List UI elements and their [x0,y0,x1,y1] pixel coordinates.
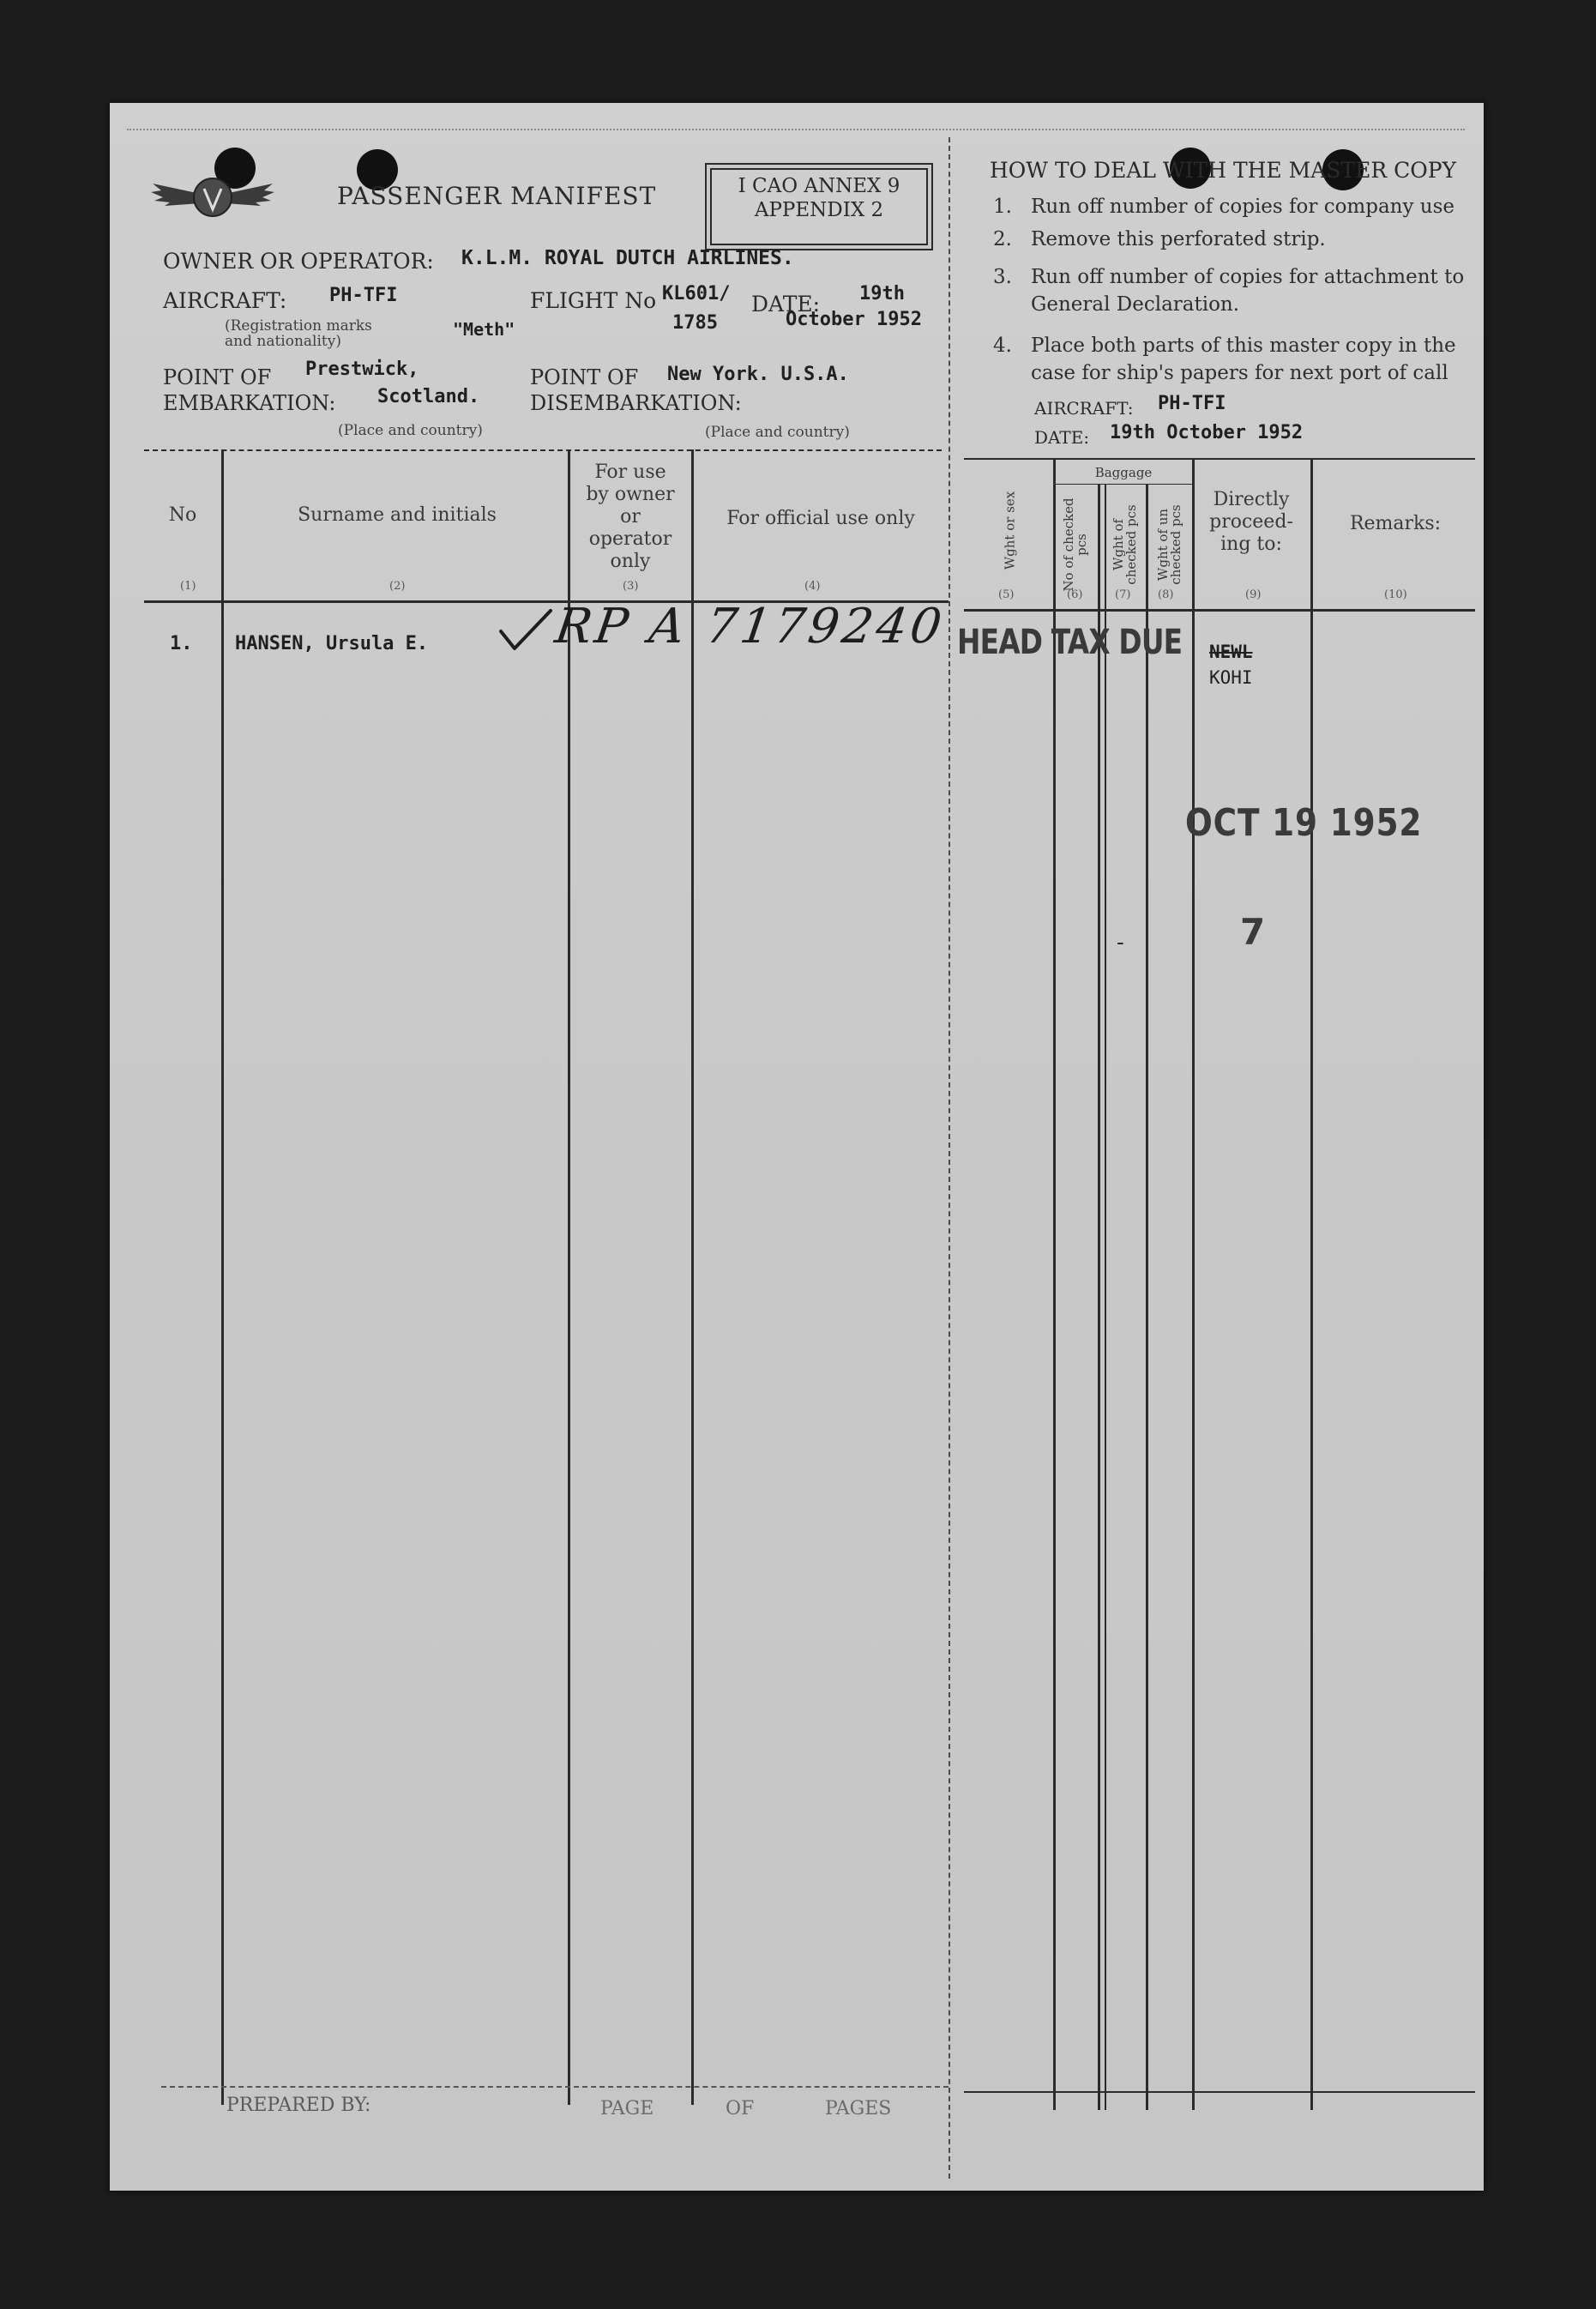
col-number: (8) [1158,588,1174,601]
registration-note-2: and nationality) [225,333,341,350]
table-header-bottom-right [964,609,1475,612]
table-top-rule-left [144,449,942,451]
perforation-strip [949,137,950,2179]
date-value-1: 19th [859,283,905,304]
col-header-official: For official use only [726,508,915,529]
date-label: DATE: [751,292,821,317]
instruction-3: Run off number of copies for attachment to [1031,266,1465,288]
footer-of: OF [726,2098,755,2119]
col-divider [1310,458,1313,2110]
instruction-3-line2: General Declaration. [1031,293,1240,316]
icao-box [705,163,933,250]
table-bottom-rule-left [161,2086,949,2088]
col-divider [1146,484,1148,2110]
baggage-rule [1055,484,1192,485]
col-header-checked-pcs: No of checked pcs [1061,497,1089,592]
col-header-baggage: Baggage [1094,465,1153,480]
col-number: (7) [1115,588,1131,601]
instructions-aircraft-value: PH-TFI [1158,393,1226,414]
row-1-name: HANSEN, Ursula E. [235,633,429,654]
disembark-label-2: DISEMBARKATION: [530,391,742,415]
footer-page: PAGE [600,2098,654,2119]
col-number: (3) [623,580,639,593]
row-1-handwritten: RP A 7179240 [551,599,949,654]
perforation-top [127,129,1465,130]
footer-pages: PAGES [825,2098,892,2119]
col-divider [691,449,694,2105]
page-title: PASSENGER MANIFEST [337,182,657,210]
instructions-date-label: DATE: [1034,427,1090,448]
row-1-directly-1: NEWL [1209,642,1253,662]
table-top-rule-right [964,458,1475,460]
instruction-4-num: 4. [993,335,1012,357]
instructions-aircraft-label: AIRCRAFT: [1034,398,1134,419]
col-header-weight-checked: Wght of checked pcs [1111,504,1139,585]
col-divider [568,449,570,2105]
col-header-surname: Surname and initials [298,504,497,526]
embark-label-1: POINT OF [163,365,272,389]
registration-note-1: (Registration marks [225,317,372,335]
col-number: (9) [1245,588,1262,601]
embark-value-2: Scotland. [377,386,480,407]
col-divider [1105,484,1106,2110]
embark-label-2: EMBARKATION: [163,391,336,415]
table-bottom-rule-right [964,2091,1475,2093]
col-number: (10) [1384,588,1407,601]
aircraft-value: PH-TFI [329,285,398,306]
disembark-label-1: POINT OF [530,365,639,389]
col-number: (4) [804,580,821,593]
col-header-directly: Directly proceed- ing to: [1209,489,1293,555]
row-1-no: 1. [170,633,193,654]
checkmark-icon [496,606,556,657]
owner-label: OWNER OR OPERATOR: [163,249,434,274]
col-divider [1192,458,1195,2110]
col-header-remarks: Remarks: [1349,513,1442,534]
col-divider [1098,484,1100,2110]
owner-value: K.L.M. ROYAL DUTCH AIRLINES. [461,247,794,269]
col-number: (5) [998,588,1015,601]
manifest-page [110,103,1484,2191]
col-number: (6) [1067,588,1083,601]
embark-place-note: (Place and country) [338,422,483,439]
embark-value-1: Prestwick, [305,359,419,380]
col-number: (2) [389,580,406,593]
aircraft-label: AIRCRAFT: [163,288,287,313]
col-divider [1053,458,1056,2110]
aircraft-name: "Meth" [453,319,515,340]
disembark-value: New York. U.S.A. [667,364,849,385]
row-1-directly-2: KOHI [1209,667,1253,688]
flight-label: FLIGHT No [530,288,657,313]
instruction-2: Remove this perforated strip. [1031,228,1326,250]
flight-value-2: 1785 [672,312,718,334]
instruction-4: Place both parts of this master copy in the [1031,335,1456,357]
icao-line-2: APPENDIX 2 [754,199,884,221]
instructions-title: HOW TO DEAL WITH THE MASTER COPY [990,158,1457,183]
col-header-no: No [168,504,197,526]
col-header-weight-sex: Wght or sex [1002,491,1018,570]
flight-value-1: KL601/ [662,283,731,304]
instruction-1: Run off number of copies for company use [1031,196,1455,218]
footer-prepared-by: PREPARED BY: [226,2095,371,2116]
klm-wings-logo-icon [144,158,281,235]
disembark-place-note: (Place and country) [705,424,850,441]
col-header-weight-unchecked: Wght of un checked pcs [1155,504,1183,585]
row-1-head-tax-stamp: HEAD TAX DUE [957,623,1183,662]
icao-line-1: I CAO ANNEX 9 [738,175,900,197]
instruction-2-num: 2. [993,228,1012,250]
instruction-3-num: 3. [993,266,1012,288]
col-divider [221,449,224,2105]
dash-mark: - [1117,930,1124,956]
instruction-1-num: 1. [993,196,1012,218]
date-value-2: October 1952 [786,309,922,330]
instruction-4-line2: case for ship's papers for next port of call [1031,362,1448,384]
instructions-date-value: 19th October 1952 [1110,422,1304,443]
col-number: (1) [180,580,196,593]
date-stamp: OCT 19 1952 [1185,801,1423,845]
col-header-owner-use: For use by owner or operator only [586,461,675,572]
number-stamp: 7 [1240,911,1266,953]
